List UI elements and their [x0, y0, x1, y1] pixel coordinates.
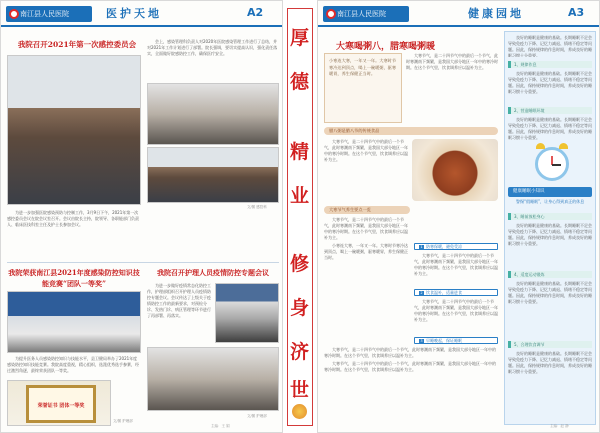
article1-body2: 大寒节气，是二十四节气中的最后一个节气，此时寒潮南下频繁，是我国大部分地区一年中的寒冷时期。在这个节气里，饮食调养应以温补为主。 小寒连大寒，一年又一年。大寒时节寒冷达到顶点，喝上一碗暖粥，驱寒暖胃，养生保健正当时。 [324, 217, 408, 260]
spine-char: 精 [289, 141, 309, 163]
article3-body: 为进一步做好疫情常态化防控工作，护理部组织召开护理人员疫情防控专题会议。会议传达了上级关于疫情防控工作的最新要求，对预检分诊、发热门诊、病区管理等环节进行了再部署、再落实。 [147, 283, 211, 318]
poem-text: 小寒连大寒，一年又一年。大寒时节寒冷达到顶点，喝上一碗暖粥，驱寒暖胃，养生保健正当时。 [329, 58, 397, 76]
tip-number: 1 [420, 245, 423, 249]
page-number: A3 [568, 6, 585, 19]
article3-photo2 [147, 347, 279, 411]
sleep-tag: 1、规律作息 [508, 61, 592, 68]
spine-char: 修 [289, 253, 309, 275]
tip-item [414, 243, 498, 250]
spine-char: 济 [289, 341, 309, 363]
article1-photo2 [147, 83, 279, 145]
tag-text: 合理饮食调节 [520, 342, 545, 347]
tag-text: 营造睡眠环境 [520, 108, 545, 113]
spine-char: 世 [289, 379, 309, 401]
sleep-body: 良好的睡眠是健康的基础。长期睡眠不足会导致免疫力下降、记忆力减退、情绪不稳定等问题。因此，保持规律的作息时间，养成良好的睡眠习惯十分重要。 [508, 351, 592, 374]
tip-number: 2 [420, 291, 423, 295]
center-spine [287, 8, 313, 426]
right-page [317, 0, 600, 433]
tag-number: 2 [514, 108, 517, 113]
tag-number: 1 [514, 62, 517, 67]
spine-char: 厚 [289, 27, 309, 49]
hospital-logo [323, 6, 409, 22]
article1-intro: 大寒节气，是二十四节气中的最后一个节气，此时寒潮南下频繁，是我国大部分地区一年中的寒冷时期。在这个节气里，饮食调养应以温补为主。 [406, 53, 498, 70]
article3-headline: 我院召开护理人员疫情防控专题会议 [157, 268, 269, 277]
section-band: 腊八粥是腊八节的传统食品 [324, 127, 498, 135]
tip-text: 防寒保暖，避免受凉 [426, 244, 462, 249]
hospital-logo [6, 6, 92, 22]
tip-body: 大寒节气，是二十四节气中的最后一个节气，此时寒潮南下频繁，是我国大部分地区一年中的寒冷时期。在这个节气里，饮食调养应以温补为主。 [414, 299, 498, 322]
tag-number: 3 [514, 214, 517, 219]
hospital-emblem-icon [326, 9, 336, 19]
spine-char: 身 [289, 297, 309, 319]
article1-photo3 [147, 147, 279, 203]
sleep-subtitle: 警惕“假睡眠”，让身心得到真正的休息 [516, 199, 585, 204]
section-divider [7, 262, 279, 263]
clock-hand [552, 164, 561, 166]
spine-char: 德 [289, 71, 309, 93]
sleep-tag: 5、合理饮食调节 [508, 341, 592, 348]
article1-body: 大寒节气，是二十四节气中的最后一个节气，此时寒潮南下频繁，是我国大部分地区一年中的寒冷时期。在这个节气里，饮食调养应以温补为主。 [324, 139, 408, 162]
poem-box [324, 53, 402, 123]
spine-char: 业 [289, 185, 309, 207]
section-title: 医护天地 [106, 7, 162, 20]
article2-headline: 我院荣获南江县2021年度感染防控知识技能竞赛“团队一等奖” [8, 268, 140, 288]
sleep-tag: 3、睡前放松身心 [508, 213, 592, 220]
hospital-emblem-icon [9, 9, 19, 19]
article1-headline: 大寒喝粥八，腊寒喝粥暖 [336, 42, 436, 52]
tip-number: 3 [420, 339, 423, 343]
tip-item [414, 337, 498, 344]
left-footer: 主编：王 娟 [211, 424, 230, 428]
article1-body3: 大寒节气，是二十四节气中的最后一个节气，此时寒潮南下频繁，是我国大部分地区一年中的寒冷时期。在这个节气里，饮食调养应以温补为主。 大寒节气，是二十四节气中的最后一个节气，此时寒潮南下频繁，是我国大部分地区一年中的寒冷时期。在这个节气里，饮食调养应以温补为主。 [324, 347, 496, 372]
logo-text: 南江县人民医院 [20, 10, 69, 18]
article2-body: 为提升医务人员感染防控知识与技能水平，县卫健局举办了2021年度感染防控知识技能竞赛。我院高度重视，精心组织，选派优秀选手参赛，经过激烈角逐，最终荣获团队一等奖。 [7, 356, 139, 373]
page-number: A2 [247, 6, 264, 19]
tag-number: 5 [514, 342, 517, 347]
left-masthead [1, 1, 282, 27]
sleep-body: 良好的睡眠是健康的基础。长期睡眠不足会导致免疫力下降、记忆力减退、情绪不稳定等问题。因此，保持规律的作息时间，养成良好的睡眠习惯十分重要。 [508, 71, 592, 94]
seal-icon [292, 404, 307, 419]
congee-bowl-photo [412, 139, 498, 201]
clock-bell-icon [559, 143, 568, 149]
sleep-tag: 2、营造睡眠环境 [508, 107, 592, 114]
tip-text: 饮食温补，适量进食 [426, 290, 462, 295]
logo-text: 南江县人民医院 [337, 10, 386, 18]
section-band: 大寒节气养生要点一览 [324, 206, 410, 214]
certificate [26, 385, 96, 423]
article2-photo [7, 291, 141, 353]
sleep-tag: 4、适度运动锻炼 [508, 271, 592, 278]
tip-text: 早睡晚起，保证睡眠 [426, 338, 462, 343]
sleep-body: 良好的睡眠是健康的基础。长期睡眠不足会导致免疫力下降、记忆力减退、情绪不稳定等问题。因此，保持规律的作息时间，养成良好的睡眠习惯十分重要。 [508, 281, 592, 304]
tag-text: 睡前放松身心 [520, 214, 545, 219]
tag-number: 4 [514, 272, 517, 277]
alarm-clock-icon [535, 147, 569, 181]
tip-body: 大寒节气，是二十四节气中的最后一个节气，此时寒潮南下频繁，是我国大部分地区一年中的寒冷时期。在这个节气里，饮食调养应以温补为主。 [414, 253, 498, 276]
tip-item [414, 289, 498, 296]
tag-text: 适度运动锻炼 [520, 272, 545, 277]
section-title: 健康园地 [468, 7, 524, 20]
left-page [0, 0, 283, 433]
sleep-body: 良好的睡眠是健康的基础。长期睡眠不足会导致免疫力下降、记忆力减退、情绪不稳定等问题。因此，保持规律的作息时间，养成良好的睡眠习惯十分重要。 [508, 223, 592, 246]
right-footer: 主编：赵 静 [550, 424, 569, 428]
article1-caption: 文/图 感控科 [247, 205, 267, 209]
sleep-intro: 良好的睡眠是健康的基础。长期睡眠不足会导致免疫力下降、记忆力减退、情绪不稳定等问题。因此，保持规律的作息时间，养成良好的睡眠习惯十分重要。 [508, 35, 592, 57]
article1-lead: 为进一步加强医院感染预防与控制工作，3月9日下午，2021年第一次感控委员会议在院会议室召开。会议由院长主持，院领导、各职能部门负责人、临床医技科室主任及护士长参加会议。 [7, 210, 139, 227]
article1-headline: 我院召开2021年第一次感控委员会 [17, 40, 137, 49]
article1-photo [7, 55, 141, 205]
right-masthead [318, 1, 599, 27]
certificate-text: 荣誉证书 团体一等奖 [37, 403, 85, 409]
tag-text: 规律作息 [520, 62, 537, 67]
sleep-body: 良好的睡眠是健康的基础。长期睡眠不足会导致免疫力下降、记忆力减退、情绪不稳定等问题。因此，保持规律的作息时间，养成良好的睡眠习惯十分重要。 [508, 117, 592, 140]
article3-caption: 文/图 护理部 [247, 414, 267, 418]
article1-body: 会上，感染管理科负责人对2020年医院感染管理工作进行了总结，并对2021年工作计划进行了部署。院长强调，要切实提高认识，强化责任落实，全面做好院感防控工作，确保医疗安全。 [147, 39, 278, 56]
article3-photo [215, 283, 279, 343]
article2-caption: 文/图 护理部 [113, 419, 133, 423]
clock-bell-icon [536, 143, 545, 149]
sleep-headline: 健康睡眠小知识 [508, 187, 592, 197]
award-certificate-photo [7, 380, 111, 426]
